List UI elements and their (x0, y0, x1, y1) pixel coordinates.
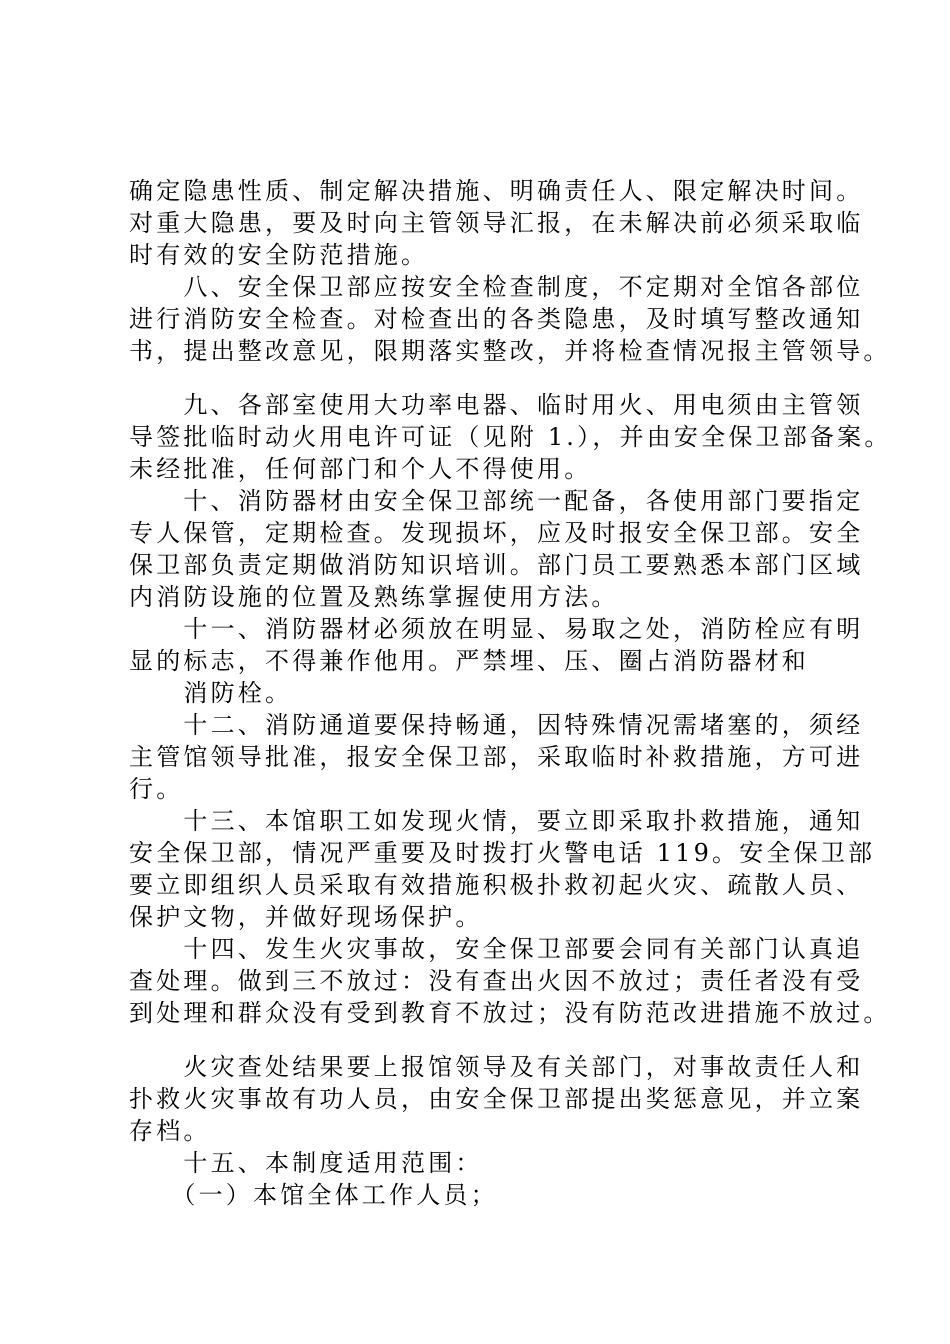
text-line: 安全保卫部，情况严重要及时拨打火警电话 119。安全保卫部 (129, 839, 876, 867)
text-line: 消防栓。 (129, 679, 293, 707)
text-line: 查处理。做到三不放过：没有查出火因不放过；责任者没有受 (129, 967, 864, 995)
text-line: 显的标志，不得兼作他用。严禁埋、压、圈占消防器材和 (129, 647, 809, 675)
text-line: 保卫部负责定期做消防知识培训。部门员工要熟悉本部门区域 (129, 551, 864, 579)
text-line: 十三、本馆职工如发现火情，要立即采取扑救措施，通知 (129, 807, 864, 835)
text-line: 扑救火灾事故有功人员，由安全保卫部提出奖惩意见，并立案 (129, 1085, 864, 1113)
text-line: 十五、本制度适用范围： (129, 1149, 483, 1177)
text-line: 行。 (129, 775, 184, 803)
text-line: 九、各部室使用大功率电器、临时用火、用电须由主管领 (129, 391, 864, 419)
text-line: （一）本馆全体工作人员； (129, 1181, 498, 1209)
text-line: 专人保管，定期检查。发现损坏，应及时报安全保卫部。安全 (129, 519, 864, 547)
text-line: 保护文物，并做好现场保护。 (129, 903, 483, 931)
text-line: 要立即组织人员采取有效措施积极扑救初起火灾、疏散人员、 (129, 871, 864, 899)
text-line: 内消防设施的位置及熟练掌握使用方法。 (129, 583, 619, 611)
text-line: 导签批临时动火用电许可证（见附 1.），并由安全保卫部备案。 (129, 423, 892, 451)
text-line: 确定隐患性质、制定解决措施、明确责任人、限定解决时间。 (129, 177, 864, 205)
text-line: 火灾查处结果要上报馆领导及有关部门，对事故责任人和 (129, 1053, 864, 1081)
text-line: 十一、消防器材必须放在明显、易取之处，消防栓应有明 (129, 615, 864, 643)
text-line: 存档。 (129, 1117, 211, 1145)
text-line: 进行消防安全检查。对检查出的各类隐患，及时填写整改通知 (129, 305, 864, 333)
text-line: 十、消防器材由安全保卫部统一配备，各使用部门要指定 (129, 487, 864, 515)
text-line: 未经批准，任何部门和个人不得使用。 (129, 455, 592, 483)
text-line: 书，提出整改意见，限期落实整改，并将检查情况报主管领导。 (129, 337, 891, 365)
text-line: 十二、消防通道要保持畅通，因特殊情况需堵塞的，须经 (129, 711, 864, 739)
text-line: 十四、发生火灾事故，安全保卫部要会同有关部门认真追 (129, 935, 864, 963)
text-line: 八、安全保卫部应按安全检查制度，不定期对全馆各部位 (129, 273, 864, 301)
text-line: 到处理和群众没有受到教育不放过；没有防范改进措施不放过。 (129, 999, 891, 1027)
text-line: 对重大隐患，要及时向主管领导汇报，在未解决前必须采取临 (129, 209, 864, 237)
text-line: 时有效的安全防范措施。 (129, 241, 429, 269)
text-line: 主管馆领导批准，报安全保卫部，采取临时补救措施，方可进 (129, 743, 864, 771)
